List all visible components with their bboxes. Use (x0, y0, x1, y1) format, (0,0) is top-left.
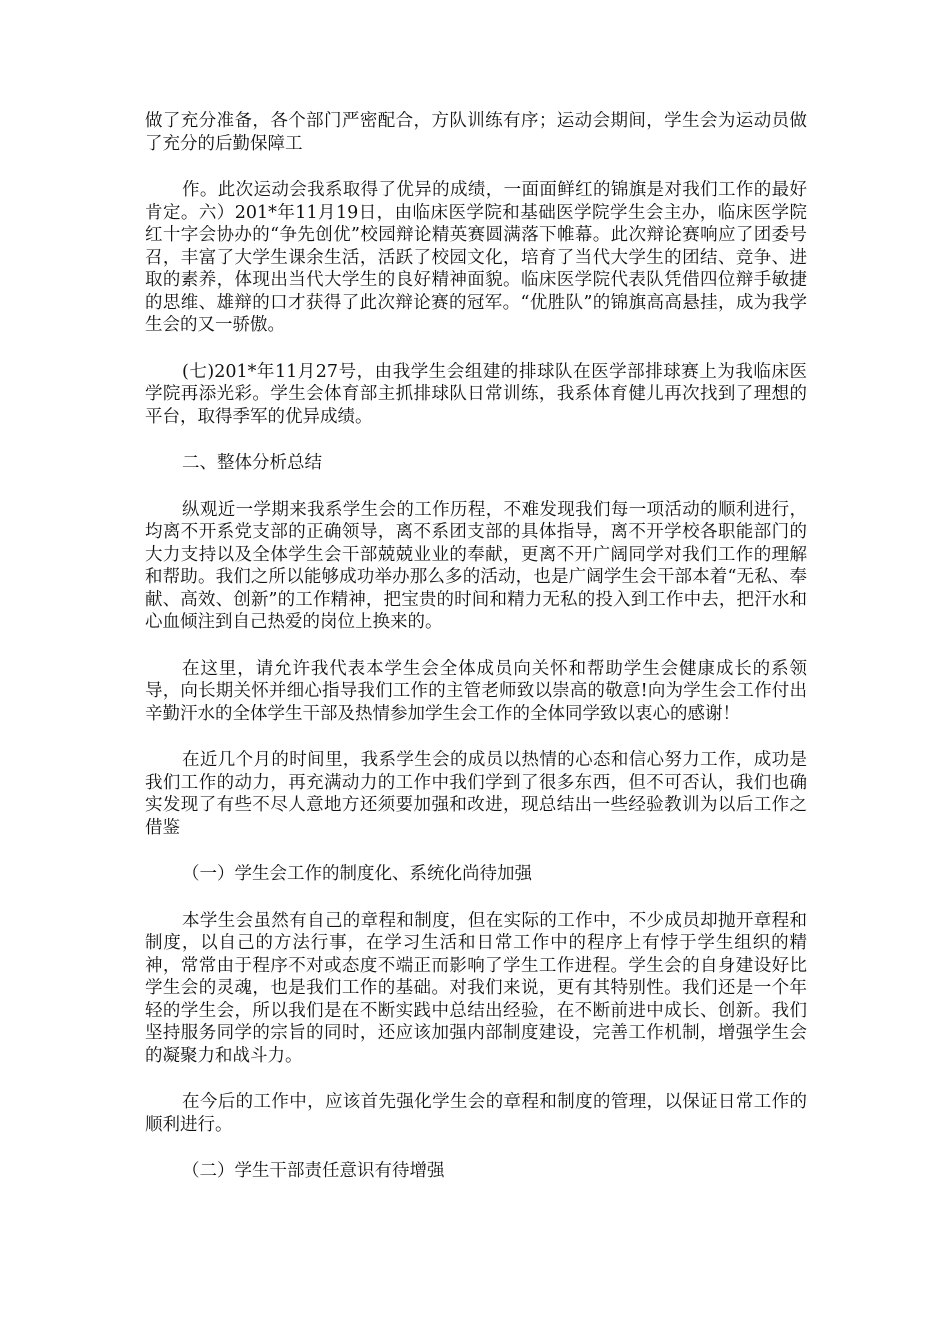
paragraph-future-work: 在今后的工作中，应该首先强化学生会的章程和制度的管理，以保证日常工作的顺利进行。 (145, 1092, 807, 1135)
subheading-responsibility: （二）学生干部责任意识有待增强 (182, 1161, 445, 1181)
paragraph-acknowledgements: 在这里，请允许我代表本学生会全体成员向关怀和帮助学生会健康成长的系领导，向长期关怀并细心指导我们工作的主管老师致以崇高的敬意!向为学生会工作付出辛勤汗水的全体学生干部及热情参加学生会工作的全体同学致以衷心的感谢！ (145, 658, 807, 724)
paragraph-volleyball: (七)201*年11月27号，由我学生会组建的排球队在医学部排球赛上为我临床医学院再添光彩。学生会体育部主抓排球队日常训练，我系体育健儿再次找到了理想的平台，取得季军的优异成绩。 (145, 361, 807, 427)
document-body (145, 110, 807, 1207)
paragraph-rules-and-systems: 本学生会虽然有自己的章程和制度，但在实际的工作中，不少成员却抛开章程和制度，以自己的方法行事，在学习生活和日常工作中的程序上有悖于学生组织的精神，常常由于程序不对或态度不端正而影响了学生工作进程。学生会的自身建设好比学生会的灵魂，也是我们工作的基础。对我们来说，更有其特别性。我们还是一个年轻的学生会，所以我们是在不断实践中总结出经验，在不断前进中成长、创新。我们坚持服务同学的宗旨的同时，还应该加强内部制度建设，完善工作机制，增强学生会的凝聚力和战斗力。 (145, 910, 807, 1066)
paragraph-work-review: 纵观近一学期来我系学生会的工作历程，不难发现我们每一项活动的顺利进行，均离不开系党支部的正确领导，离不系团支部的具体指导，离不开学校各职能部门的大力支持以及全体学生会干部兢兢业业的奉献，更离不开广阔同学对我们工作的理解和帮助。我们之所以能够成功举办那么多的活动，也是广阔学生会干部本着“无私、奉献、高效、创新”的工作精神，把宝贵的时间和精力无私的投入到工作中去，把汗水和心血倾注到自己热爱的岗位上换来的。 (145, 499, 807, 632)
paragraph-sports-and-debate: 作。此次运动会我系取得了优异的成绩，一面面鲜红的锦旗是对我们工作的最好肯定。六）201*年11月19日，由临床医学院和基础医学院学生会主办，临床医学院红十字会协办的“争先创优”校园辩论精英赛圆满落下帷幕。此次辩论赛响应了团委号召，丰富了大学生课余生活，活跃了校园文化，培育了当代大学生的团结、竞争、进取的素养，体现出当代大学生的良好精神面貌。临床医学院代表队凭借四位辩手敏捷的思维、雄辩的口才获得了此次辩论赛的冠军。“优胜队”的锦旗高高悬挂，成为我学生会的又一骄傲。 (145, 180, 807, 335)
subheading-institutionalization: （一）学生会工作的制度化、系统化尚待加强 (182, 864, 532, 884)
section-heading-overall-summary: 二、整体分析总结 (182, 453, 322, 473)
paragraph-lessons-intro: 在近几个月的时间里，我系学生会的成员以热情的心态和信心努力工作，成功是我们工作的动力，再充满动力的工作中我们学到了很多东西，但不可否认，我们也确实发现了有些不尽人意地方还须要加强和改进，现总结出一些经验教训为以后工作之借鉴 (145, 750, 807, 838)
paragraph-continuation: 做了充分准备，各个部门严密配合，方队训练有序；运动会期间，学生会为运动员做了充分的后勤保障工 (145, 111, 807, 154)
